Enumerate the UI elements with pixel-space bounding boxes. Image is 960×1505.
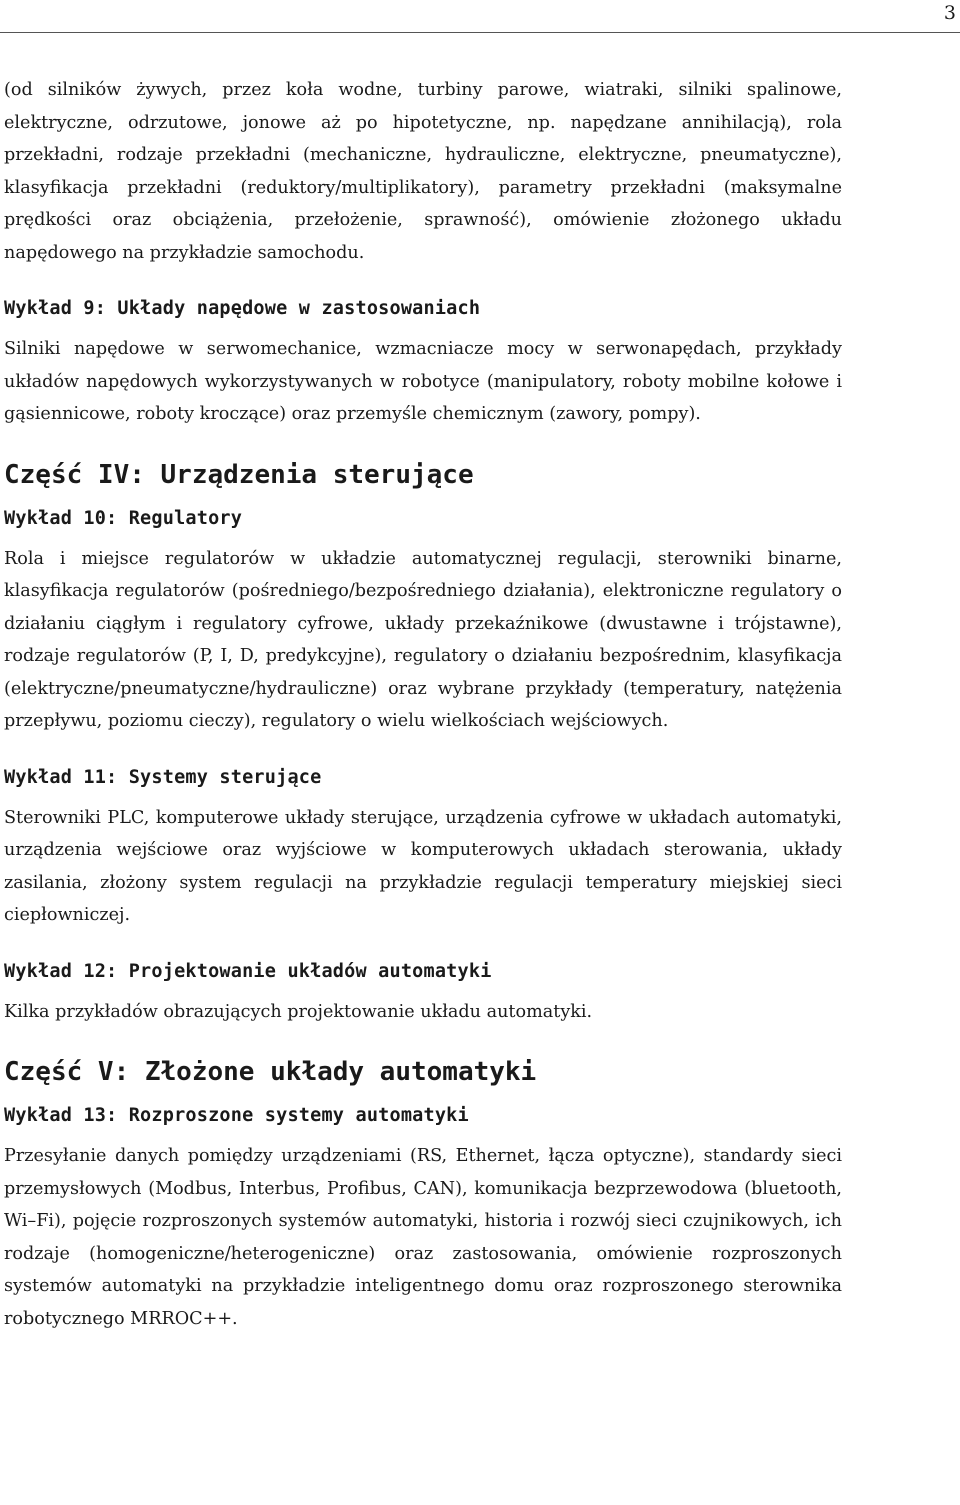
lecture-12-heading: Wykład 12: Projektowanie układów automatyki: [4, 960, 492, 982]
lecture-11-body: Sterowniki PLC, komputerowe układy sterujące, urządzenia cyfrowe w układach automatyki, urządzenia wejściowe oraz wyjściowe w komputerowych układach sterowania, układy zasilania, złożony system regulacji na przykładzie regulacji temperatury miejskiej sieci ciepłowniczej.: [4, 807, 842, 925]
lecture-13-heading: Wykład 13: Rozproszone systemy automatyki: [4, 1105, 469, 1126]
lecture-12-body: Kilka przykładów obrazujących projektowanie układu automatyki.: [4, 1001, 593, 1022]
lecture-13-body: Przesyłanie danych pomiędzy urządzeniami (RS, Ethernet, łącza optyczne), standardy sieci przemysłowych (Modbus, Interbus, Profibus, CAN), komunikacja bezprzewodowa (bluetooth, Wi–Fi), pojęcie rozproszonych systemów automatyki, historia i rozwój sieci czujnikowych, ich rodzaje (homogeniczne/heterogeniczne) oraz zastosowania, omówienie rozproszonych systemów automatyki na przykładzie inteligentnego domu oraz rozproszonego sterownika robotycznego MRROC++.: [4, 1146, 842, 1329]
part-5-heading: Część V: Złożone układy automatyki: [4, 1057, 537, 1087]
part-4-heading: Część IV: Urządzenia sterujące: [4, 459, 474, 490]
lecture-10-body: Rola i miejsce regulatorów w układzie automatycznej regulacji, sterowniki binarne, klasyfikacja regulatorów (pośredniego/bezpośredniego działania), elektroniczne regulatory o działaniu ciągłym i regulatory cyfrowe, układy przekaźnikowe (dwustawne i trójstawne), rodzaje regulatorów (P, I, D, predykcyjne), regulatory o działaniu bezpośrednim, klasyfikacja (elektryczne/pneumatyczne/hydrauliczne) oraz wybrane przykłady (temperatury, natężenia przepływu, poziomu cieczy), regulatory o wielu wielkościach wejściowych.: [4, 548, 842, 731]
header-rule: [0, 32, 960, 33]
page-number: 3: [943, 2, 956, 24]
intro-paragraph: (od silników żywych, przez koła wodne, turbiny parowe, wiatraki, silniki spalinowe, elektryczne, odrzutowe, jonowe aż po hipotetyczne, np. napędzane annihilacją), rola przekładni, rodzaje przekładni (mechaniczne, hydrauliczne, elektryczne, pneumatyczne), klasyfikacja przekładni (reduktory/multiplikatory), parametry przekładni (maksymalne prędkości oraz obciążenia, przełożenie, sprawność), omówienie złożonego układu napędowego na przykładzie samochodu.: [4, 80, 842, 263]
lecture-9-body: Silniki napędowe w serwomechanice, wzmacniacze mocy w serwonapędach, przykłady układów napędowych wykorzystywanych w robotyce (manipulatory, roboty mobilne kołowe i gąsiennicowe, roboty kroczące) oraz przemyśle chemicznym (zawory, pompy).: [4, 339, 842, 424]
lecture-10-heading: Wykład 10: Regulatory: [4, 507, 243, 529]
lecture-9-heading: Wykład 9: Układy napędowe w zastosowaniach: [4, 298, 481, 319]
page-content: [4, 74, 842, 1335]
lecture-11-heading: Wykład 11: Systemy sterujące: [4, 766, 322, 788]
